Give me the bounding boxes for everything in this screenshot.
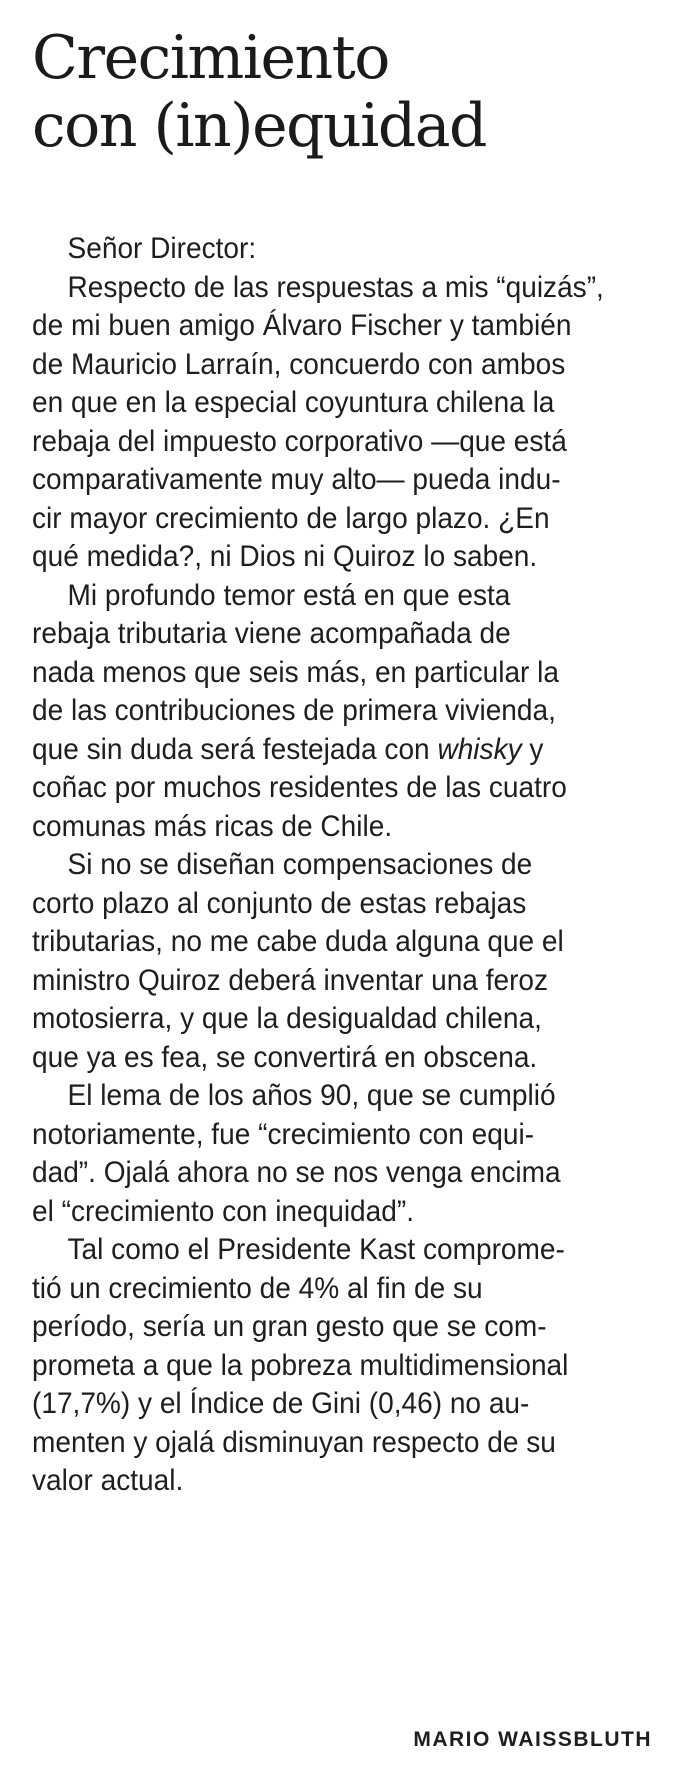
author-signature: MARIO WAISSBLUTH — [413, 1728, 652, 1751]
paragraph-line: Tal como el Presidente Kast comprome- — [67, 1233, 565, 1266]
paragraph-line: (17,7%) y el Índice de Gini (0,46) no au- — [32, 1387, 530, 1420]
paragraph-line: qué medida?, ni Dios ni Quiroz lo saben. — [32, 540, 538, 573]
paragraph-line: comunas más ricas de Chile. — [32, 809, 393, 843]
paragraph-line: Mi profundo temor está en que esta — [67, 578, 511, 612]
headline-line-1: Crecimiento — [32, 23, 389, 93]
paragraph-line: nada menos que seis más, en particular la — [32, 655, 560, 689]
text-run: que sin duda será festejada con — [32, 732, 438, 766]
paragraph-4 — [32, 1077, 612, 1231]
headline — [32, 24, 672, 160]
paragraph-line: corto plazo al conjunto de estas rebajas — [32, 886, 527, 920]
paragraph-line: período, sería un gran gesto que se com- — [32, 1310, 547, 1343]
paragraph-5 — [32, 1231, 612, 1501]
paragraph-line: Si no se diseñan compensaciones de — [67, 848, 533, 881]
salutation: Señor Director: — [67, 232, 257, 265]
paragraph-line: rebaja tributaria viene acompañada de — [32, 617, 511, 650]
paragraph-2 — [32, 577, 612, 847]
paragraph-line: en que en la especial coyuntura chilena la — [32, 386, 555, 419]
paragraph-line: de mi buen amigo Álvaro Fischer y también — [32, 309, 572, 342]
paragraph-line: comparativamente muy alto— pueda indu- — [32, 463, 561, 496]
paragraph-line: rebaja del impuesto corporativo —que está — [32, 424, 567, 458]
paragraph-line: prometa a que la pobreza multidimensional — [32, 1348, 569, 1382]
paragraph-line: motosierra, y que la desigualdad chilena, — [32, 1002, 542, 1035]
paragraph-line: de Mauricio Larraín, concuerdo con ambos — [32, 347, 566, 381]
paragraph-line: ministro Quiroz deberá inventar una feroz — [32, 963, 549, 997]
paragraph-line: El lema de los años 90, que se cumplió — [67, 1079, 556, 1112]
text-run: y — [521, 732, 544, 766]
paragraph-line: que ya es fea, se convertirá en obscena. — [32, 1040, 538, 1074]
paragraph-line: tributarias, no me cabe duda alguna que el — [32, 925, 564, 958]
paragraph-line: valor actual. — [32, 1464, 184, 1497]
paragraph-line: dad”. Ojalá ahora no se nos venga encima — [32, 1156, 561, 1189]
paragraph-line: notoriamente, fue “crecimiento con equi- — [32, 1117, 535, 1151]
italic-word: whisky — [437, 732, 522, 766]
paragraph-line — [32, 731, 612, 770]
paragraph-line: de las contribuciones de primera vivienda, — [32, 694, 556, 727]
paragraph-line: menten y ojalá disminuyan respecto de su — [32, 1425, 556, 1459]
paragraph-line: cir mayor crecimiento de largo plazo. ¿En — [32, 501, 550, 535]
headline-line-2: con (in)equidad — [32, 91, 486, 161]
paragraph-line: el “crecimiento con inequidad”. — [32, 1194, 414, 1228]
paragraph-line: coñac por muchos residentes de las cuatro — [32, 771, 567, 804]
paragraph-line: tió un crecimiento de 4% al fin de su — [32, 1271, 483, 1305]
letter-body — [32, 230, 612, 1501]
paragraph-line: Respecto de las respuestas a mis “quizás”, — [67, 270, 604, 304]
paragraph-1 — [32, 269, 612, 577]
paragraph-3 — [32, 846, 612, 1077]
